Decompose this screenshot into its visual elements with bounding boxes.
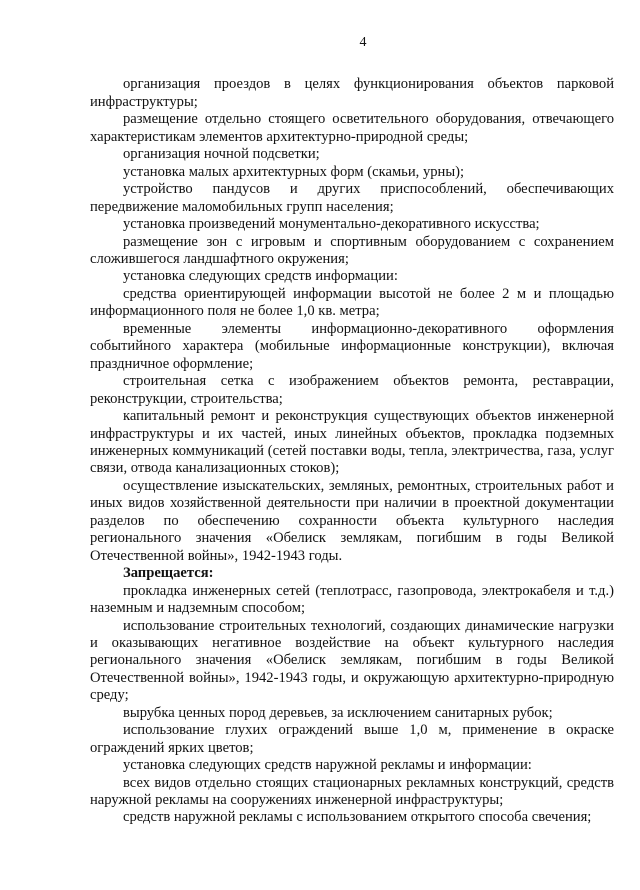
list-item: установка малых архитектурных форм (скамьи, урны); — [123, 163, 465, 180]
list-item: временные элементы информационно-декоративного оформления событийного характера (мобильные информационные конструкции), включая праздничное оформление; — [90, 320, 614, 372]
list-item: вырубка ценных пород деревьев, за исключением санитарных рубок; — [123, 704, 553, 721]
list-item: средств наружной рекламы с использованием открытого способа свечения; — [123, 809, 592, 826]
list-item: использование глухих ограждений выше 1,0 м, применение в окраске ограждений ярких цветов; — [90, 722, 614, 756]
list-item: организация ночной подсветки; — [123, 146, 320, 163]
list-item: использование строительных технологий, создающих динамические нагрузки и оказывающих негативное воздействие на объект культурного наследия регионального значения «Обелиск землякам, погибшим в годы Великой Отечественной войны», 1942-1943 годы, и окружающую архитектурно-природную среду; — [90, 617, 614, 704]
list-item: осуществление изыскательских, земляных, ремонтных, строительных работ и иных видов хозяйственной деятельности при наличии в проектной документации разделов по обеспечению сохранности объекта культурного наследия регионального значения «Обелиск землякам, погибшим в годы Великой Отечественной войны», 1942-1943 годы. — [90, 477, 614, 564]
list-item: капитальный ремонт и реконструкция существующих объектов инженерной инфраструктуры и их частей, иных линейных объектов, прокладка подземных инженерных коммуникаций (сетей поставки воды, тепла, электричества, газа, услуг связи, отвода канализационных стоков); — [90, 408, 614, 477]
list-item: устройство пандусов и других приспособлений, обеспечивающих передвижение маломобильных групп населения; — [90, 181, 614, 215]
list-item: размещение зон с игровым и спортивным оборудованием с сохранением сложившегося ландшафтного окружения; — [90, 233, 614, 267]
list-item: средства ориентирующей информации высотой не более 2 м и площадью информационного поля не более 1,0 кв. метра; — [90, 285, 614, 320]
page-number: 4 — [359, 35, 367, 50]
list-item: установка произведений монументально-декоративного искусства; — [123, 216, 540, 233]
list-item: организация проездов в целях функционирования объектов парковой инфраструктуры; — [90, 76, 614, 110]
list-item: размещение отдельно стоящего осветительного оборудования, отвечающего характеристикам элементов архитектурно-природной среды; — [90, 111, 614, 145]
list-item: установка следующих средств наружной рекламы и информации: — [123, 757, 532, 774]
list-item: прокладка инженерных сетей (теплотрасс, газопровода, электрокабеля и т.д.) наземным и надземным способом; — [90, 582, 614, 617]
section-heading: Запрещается: — [123, 565, 214, 582]
list-item: установка следующих средств информации: — [123, 268, 398, 285]
list-item: строительная сетка с изображением объектов ремонта, реставрации, реконструкции, строительства; — [90, 373, 614, 407]
list-item: всех видов отдельно стоящих стационарных рекламных конструкций, средств наружной рекламы на сооружениях инженерной инфраструктуры; — [90, 774, 614, 809]
